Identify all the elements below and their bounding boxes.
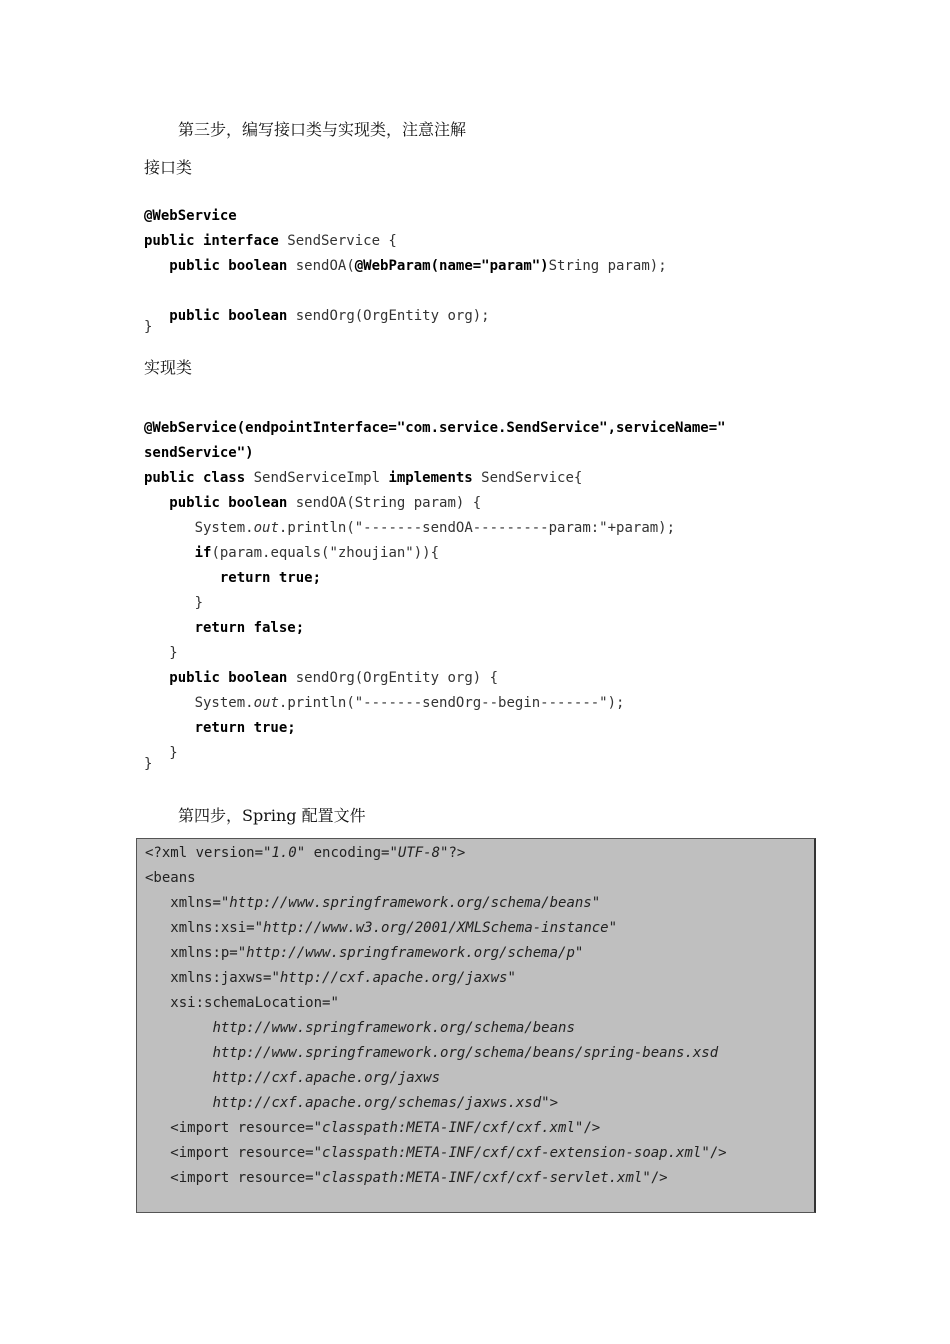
code-line: xmlns:p="http://www.springframework.org/schema/p" bbox=[170, 945, 584, 961]
xml-code bbox=[145, 841, 727, 1191]
code-line: public boolean sendOrg(OrgEntity org); bbox=[169, 308, 490, 324]
code-line: public class SendServiceImpl implements SendService{ bbox=[144, 470, 583, 486]
code-line: public boolean sendOrg(OrgEntity org) { bbox=[169, 670, 499, 686]
code-line: <?xml version="1.0" encoding="UTF-8"?> bbox=[145, 845, 466, 861]
xml-code-box bbox=[136, 838, 816, 1213]
code-line: http://www.springframework.org/schema/beans bbox=[212, 1020, 575, 1036]
interface-close-brace: } bbox=[144, 319, 153, 335]
code-line: System.out.println("-------sendOrg--begin-------"); bbox=[194, 695, 625, 711]
code-line: return true; bbox=[194, 720, 296, 736]
code-line: xsi:schemaLocation=" bbox=[170, 995, 339, 1011]
code-line: <import resource="classpath:META-INF/cxf/cxf-servlet.xml"/> bbox=[170, 1170, 668, 1186]
code-line: } bbox=[169, 745, 178, 761]
step4-heading: 第四步，Spring 配置文件 bbox=[178, 806, 366, 825]
code-line: public boolean sendOA(@WebParam(name="param")String param); bbox=[169, 258, 667, 274]
code-line: <import resource="classpath:META-INF/cxf/cxf.xml"/> bbox=[170, 1120, 601, 1136]
code-line: @WebService(endpointInterface="com.service.SendService",serviceName=" bbox=[144, 420, 726, 436]
code-line: <beans bbox=[145, 870, 196, 886]
step3-heading: 第三步，编写接口类与实现类，注意注解 bbox=[178, 120, 467, 139]
code-line: } bbox=[194, 595, 204, 611]
code-line: public interface SendService { bbox=[144, 233, 397, 249]
code-line: return false; bbox=[194, 620, 305, 636]
code-line: http://cxf.apache.org/schemas/jaxws.xsd"> bbox=[212, 1095, 559, 1111]
code-line: xmlns="http://www.springframework.org/schema/beans" bbox=[170, 895, 601, 911]
code-line: http://cxf.apache.org/jaxws bbox=[212, 1070, 441, 1086]
code-line: http://www.springframework.org/schema/beans/spring-beans.xsd bbox=[212, 1045, 719, 1061]
impl-close-brace: } bbox=[144, 756, 153, 772]
code-line bbox=[144, 279, 667, 304]
code-line: if(param.equals("zhoujian")){ bbox=[194, 545, 440, 561]
code-line: <import resource="classpath:META-INF/cxf/cxf-extension-soap.xml"/> bbox=[170, 1145, 727, 1161]
code-line: xmlns:jaxws="http://cxf.apache.org/jaxws" bbox=[170, 970, 516, 986]
code-line: } bbox=[169, 645, 178, 661]
impl-label: 实现类 bbox=[144, 358, 193, 377]
code-line: @WebService bbox=[144, 208, 237, 224]
code-line: sendService") bbox=[144, 445, 254, 461]
impl-code-block bbox=[144, 391, 726, 766]
code-line: System.out.println("-------sendOA---------param:"+param); bbox=[194, 520, 676, 536]
interface-code-block bbox=[144, 179, 667, 329]
code-line: return true; bbox=[219, 570, 322, 586]
interface-label: 接口类 bbox=[144, 158, 193, 177]
code-line: public boolean sendOA(String param) { bbox=[169, 495, 482, 511]
code-line: xmlns:xsi="http://www.w3.org/2001/XMLSchema-instance" bbox=[170, 920, 618, 936]
